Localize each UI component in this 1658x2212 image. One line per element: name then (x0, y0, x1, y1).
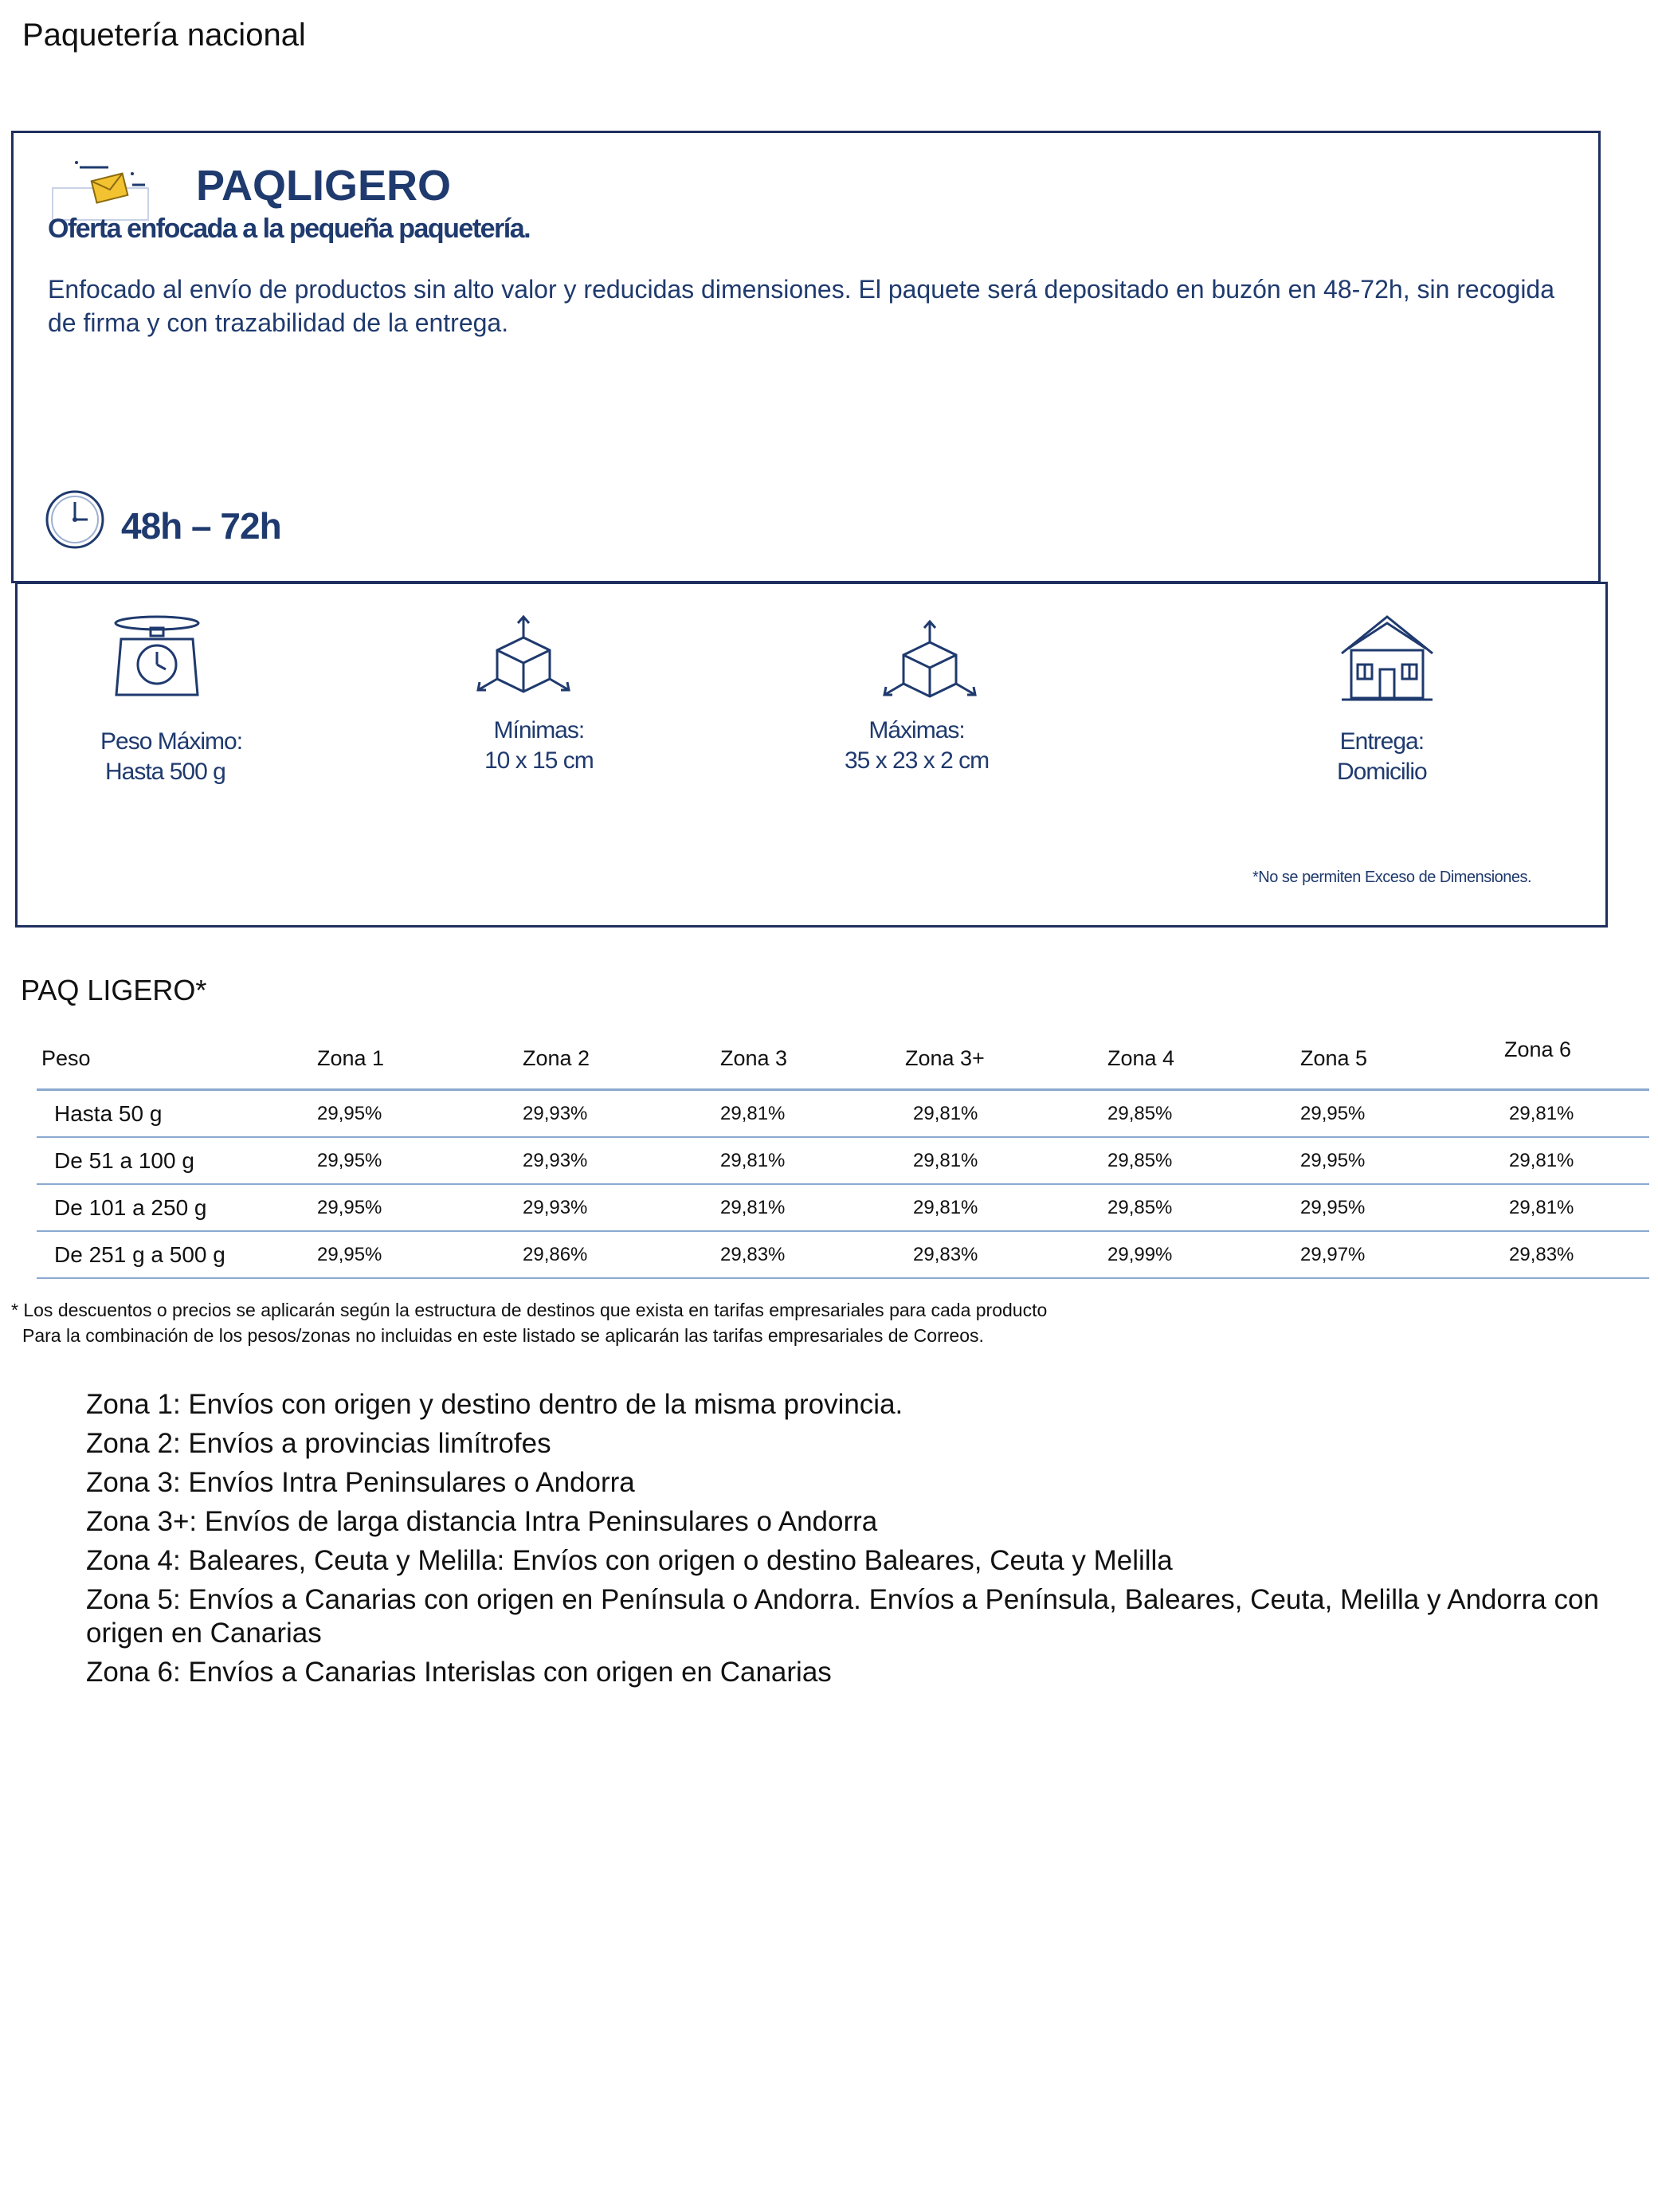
delivery-feature (1337, 727, 1427, 787)
min-box-icon (472, 614, 575, 701)
rate-cell: 29,81% (720, 1184, 905, 1231)
table-row (37, 1137, 1649, 1184)
delivery-time: 48h – 72h (121, 505, 281, 547)
min-dims-value: 10 x 15 cm (484, 747, 594, 774)
zone-item: Zona 3: Envíos Intra Peninsulares o Andorra (86, 1467, 635, 1498)
scale-icon (110, 612, 204, 701)
product-subtitle: Oferta enfocada a la pequeña paquetería. (48, 214, 531, 244)
product-title: PAQLIGERO (196, 162, 452, 210)
delivery-value: Domicilio (1337, 759, 1427, 785)
rate-cell: 29,95% (317, 1137, 523, 1184)
header-cell: Zona 6 (1504, 1028, 1649, 1090)
rate-cell: 29,83% (720, 1231, 905, 1278)
weight-cell: De 251 g a 500 g (37, 1231, 317, 1278)
rate-cell: 29,93% (523, 1137, 720, 1184)
table-row (37, 1231, 1649, 1278)
rate-cell: 29,81% (1504, 1090, 1649, 1138)
max-box-icon (878, 618, 982, 706)
rate-cell: 29,86% (523, 1231, 720, 1278)
rate-cell: 29,95% (317, 1090, 523, 1138)
header-cell: Zona 3+ (905, 1028, 1107, 1090)
footnote-2: Para la combinación de los pesos/zonas no incluidas en este listado se aplicarán las tarifas empresariales de Correos. (22, 1325, 984, 1346)
header-cell: Peso (37, 1028, 317, 1090)
product-description: Enfocado al envío de productos sin alto valor y reducidas dimensiones. El paquete será depositado en buzón en 48-72h, sin recogida de firma y con trazabilidad de la entrega. (48, 275, 1555, 337)
house-icon (1339, 612, 1436, 703)
rate-cell: 29,81% (1504, 1137, 1649, 1184)
footnote-1: * Los descuentos o precios se aplicarán según la estructura de destinos que exista en tarifas empresariales para cada producto (11, 1300, 1048, 1320)
min-dims-feature (484, 716, 594, 776)
rate-cell: 29,85% (1107, 1184, 1300, 1231)
rate-cell: 29,83% (905, 1231, 1107, 1278)
weight-cell: De 51 a 100 g (37, 1137, 317, 1184)
rates-table (37, 1028, 1649, 1279)
max-dims-feature (845, 716, 989, 776)
zone-item: Zona 6: Envíos a Canarias Interislas con origen en Canarias (86, 1657, 832, 1688)
rate-cell: 29,97% (1300, 1231, 1504, 1278)
zone-item: Zona 2: Envíos a provincias limítrofes (86, 1428, 551, 1459)
zone-item: Zona 1: Envíos con origen y destino dentro de la misma provincia. (86, 1389, 903, 1420)
rate-cell: 29,93% (523, 1090, 720, 1138)
zone-item: Zona 3+: Envíos de larga distancia Intra Peninsulares o Andorra (86, 1506, 878, 1537)
delivery-label: Entrega: (1339, 728, 1425, 755)
header-cell: Zona 5 (1300, 1028, 1504, 1090)
rate-cell: 29,95% (317, 1184, 523, 1231)
rate-cell: 29,95% (1300, 1137, 1504, 1184)
rate-cell: 29,95% (317, 1231, 523, 1278)
header-cell: Zona 4 (1107, 1028, 1300, 1090)
weight-value: Hasta 500 g (105, 759, 225, 785)
max-dims-label: Máximas: (868, 717, 965, 743)
zone-item: Zona 4: Baleares, Ceuta y Melilla: Envíos con origen o destino Baleares, Ceuta y Melilla (86, 1545, 1173, 1576)
max-dims-value: 35 x 23 x 2 cm (845, 747, 990, 774)
rate-cell: 29,93% (523, 1184, 720, 1231)
rate-cell: 29,81% (905, 1137, 1107, 1184)
rate-cell: 29,81% (1504, 1184, 1649, 1231)
page-title: Paquetería nacional (22, 18, 306, 53)
table-header-row (37, 1028, 1649, 1090)
rate-cell: 29,81% (905, 1090, 1107, 1138)
clock-icon (43, 488, 107, 551)
footnotes (11, 1297, 1047, 1348)
rate-cell: 29,95% (1300, 1184, 1504, 1231)
weight-cell: De 101 a 250 g (37, 1184, 317, 1231)
rate-cell: 29,95% (1300, 1090, 1504, 1138)
zone-item: Zona 5: Envíos a Canarias con origen en Península o Andorra. Envíos a Península, Baleares, Ceuta, Melilla y Andorra con origen en Canarias (86, 1584, 1599, 1649)
rate-cell: 29,81% (720, 1137, 905, 1184)
table-row (37, 1184, 1649, 1231)
rate-cell: 29,85% (1107, 1137, 1300, 1184)
weight-feature (100, 727, 242, 787)
weight-cell: Hasta 50 g (37, 1090, 317, 1138)
header-cell: Zona 1 (317, 1028, 523, 1090)
rate-cell: 29,99% (1107, 1231, 1300, 1278)
dimensions-note: *No se permiten Exceso de Dimensiones. (1252, 869, 1532, 886)
min-dims-label: Mínimas: (493, 717, 585, 743)
rate-cell: 29,83% (1504, 1231, 1649, 1278)
rates-title: PAQ LIGERO* (21, 974, 207, 1006)
table-row (37, 1090, 1649, 1138)
header-cell: Zona 3 (720, 1028, 905, 1090)
weight-label: Peso Máximo: (100, 728, 243, 755)
zones-list (86, 1388, 1624, 1695)
rate-cell: 29,85% (1107, 1090, 1300, 1138)
rate-cell: 29,81% (720, 1090, 905, 1138)
header-cell: Zona 2 (523, 1028, 720, 1090)
rate-cell: 29,81% (905, 1184, 1107, 1231)
